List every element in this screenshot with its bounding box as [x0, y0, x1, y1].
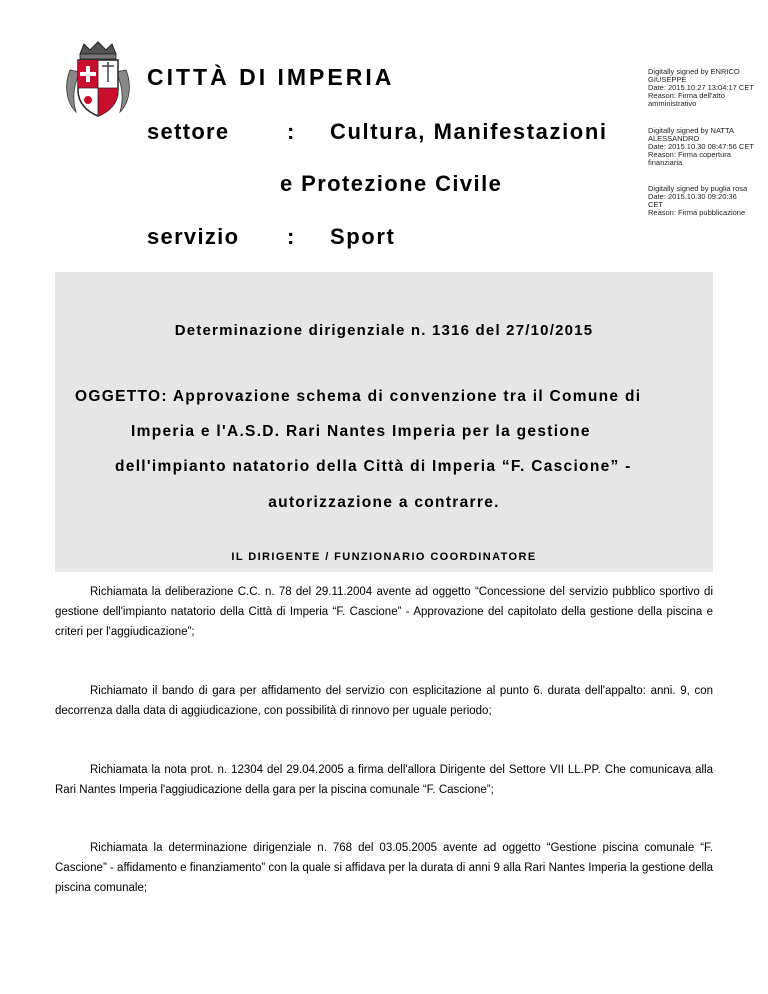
body-paragraph: Richiamato il bando di gara per affidamento del servizio con esplicitazione al punto 6. durata dell'appalto: anni. 9, con decorrenza dalla data di aggiudicazione, con possibilità di rinnovo per uguale periodo;	[55, 685, 713, 717]
oggetto-line: OGGETTO: Approvazione schema di convenzione tra il Comune di	[75, 388, 642, 405]
signature-line: finanziaria	[648, 158, 683, 167]
coat-of-arms-icon	[62, 40, 134, 120]
signature-line: ALESSANDRO	[648, 134, 700, 143]
signature-line: Digitally signed by ENRICO	[648, 67, 740, 76]
signature-line: amministrativo	[648, 99, 697, 108]
digital-signature-3	[648, 185, 760, 217]
servizio-value: Sport	[330, 224, 396, 249]
signature-line: GIUSEPPE	[648, 75, 687, 84]
oggetto-line: dell'impianto natatorio della Città di Imperia “F. Cascione” -	[115, 458, 632, 475]
body-paragraph: Richiamata la determinazione dirigenziale n. 768 del 03.05.2005 avente ad oggetto “Gestione piscina comunale “F. Cascione” - affidamento e finanziamento” con la quale si affidava per la durata di anni 9 alla Rari Nantes Imperia la gestione della piscina comunale;	[55, 842, 713, 894]
settore-colon: :	[287, 119, 296, 144]
signature-line: Digitally signed by puglia rosa	[648, 184, 748, 193]
determinazione-heading: Determinazione dirigenziale n. 1316 del 27/10/2015	[174, 322, 594, 339]
signature-line: Reason: Firma copertura	[648, 150, 731, 159]
signature-line: Date: 2015.10.27 13:04:17 CET	[648, 83, 754, 92]
settore-value-continued: e Protezione Civile	[280, 171, 503, 196]
digital-signature-2	[648, 127, 760, 167]
dirigente-heading: IL DIRIGENTE / FUNZIONARIO COORDINATORE	[231, 551, 537, 563]
digital-signature-1	[648, 68, 760, 108]
signature-line: Reason: Firma dell'atto	[648, 91, 725, 100]
body-paragraph: Richiamata la nota prot. n. 12304 del 29.04.2005 a firma dell'allora Dirigente del Settore VII LL.PP. Che comunicava alla Rari Nantes Imperia l'aggiudicazione della gara per la piscina comunale “F. Cascione”;	[55, 764, 713, 796]
settore-value: Cultura, Manifestazioni	[330, 119, 608, 144]
oggetto-line: Imperia e l'A.S.D. Rari Nantes Imperia per la gestione	[131, 423, 591, 440]
settore-label: settore	[147, 119, 230, 144]
city-title: CITTÀ DI IMPERIA	[147, 64, 395, 90]
subject-box	[55, 272, 713, 572]
signature-line: Date: 2015.10.30 08:47:56 CET	[648, 142, 754, 151]
signature-line: Digitally signed by NATTA	[648, 126, 735, 135]
signature-line: Reason: Firma pubblicazione	[648, 208, 746, 217]
oggetto-line: autorizzazione a contrarre.	[268, 494, 500, 511]
servizio-label: servizio	[147, 224, 240, 249]
servizio-colon: :	[287, 224, 296, 249]
signature-line: Date: 2015.10.30 09:20:36	[648, 192, 737, 201]
body-paragraph: Richiamata la deliberazione C.C. n. 78 del 29.11.2004 avente ad oggetto “Concessione del servizio pubblico sportivo di gestione dell'impianto natatorio della Città di Imperia “F. Cascione” - Approvazione del capitolato della gestione della piscina e criteri per l'aggiudicazione”;	[55, 586, 713, 638]
signature-line: CET	[648, 200, 663, 209]
